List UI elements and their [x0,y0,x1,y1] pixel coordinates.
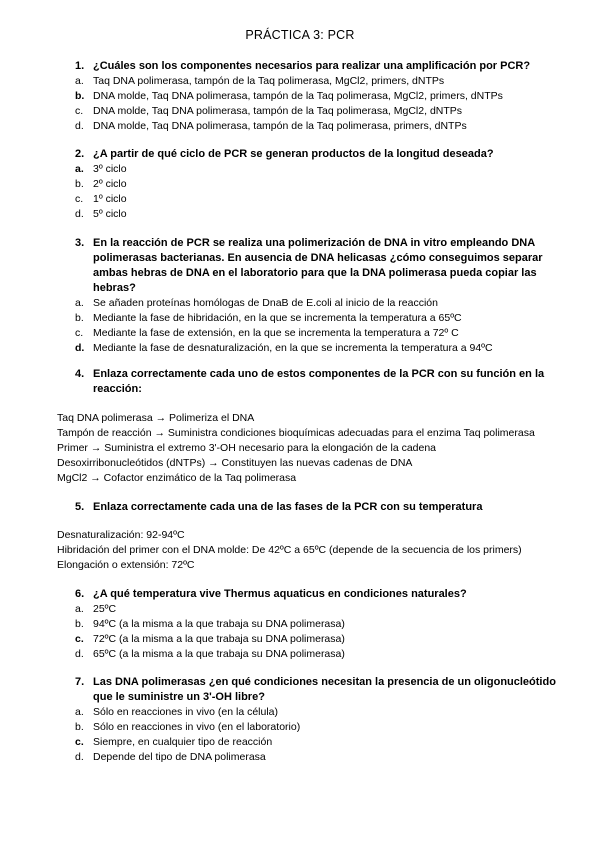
question-heading [57,59,557,74]
q4-answer-1: Taq DNA polimerasa → Polimeriza el DNA [57,412,255,424]
option-a [57,162,557,177]
option-b [57,89,557,104]
option-text: Sólo en reacciones in vivo (en el laboratorio) [93,721,301,733]
option-text: 65ºC (a la misma a la que trabaja su DNA polimerasa) [93,648,345,660]
question-text: En la reacción de PCR se realiza una polimerización de DNA in vitro empleando DNA polimerasas bacterianas. En ausencia de DNA helicasas ¿cómo conseguimos separar ambas hebras de DNA en el laboratorio para que la DNA polimerasa pueda copiar las hebras? [93,237,543,294]
option-d [57,341,557,356]
question-7 [57,675,557,765]
option-a [57,74,557,89]
option-b [57,177,557,192]
option-b [57,617,557,632]
option-text: Taq DNA polimerasa, tampón de la Taq polimerasa, MgCl2, primers, dNTPs [93,75,445,87]
question-number: 2. [75,148,85,160]
option-c [57,632,557,647]
q4-answer-3: Primer → Suministra el extremo 3'-OH necesario para la elongación de la cadena [57,442,437,454]
option-d [57,207,557,222]
option-letter: d. [75,208,84,220]
option-letter: b. [75,90,85,102]
option-letter: c. [75,633,84,645]
question-number: 1. [75,60,85,72]
question-number: 4. [75,368,85,380]
option-a [57,602,557,617]
option-d [57,647,557,662]
option-text: 1º ciclo [93,193,127,205]
option-letter: b. [75,618,84,630]
q5-answer-1: Desnaturalización: 92-94ºC [57,529,185,541]
option-letter: d. [75,120,84,132]
option-letter: a. [75,163,84,175]
option-letter: a. [75,75,84,87]
option-letter: a. [75,706,84,718]
question-heading [57,236,557,296]
q5-answer-2: Hibridación del primer con el DNA molde: De 42ºC a 65ºC (depende de la secuencia de los primers) [57,544,522,556]
option-letter: b. [75,721,84,733]
question-4 [57,367,557,397]
option-a [57,705,557,720]
option-c [57,735,557,750]
question-6 [57,587,557,662]
option-text: Siempre, en cualquier tipo de reacción [93,736,273,748]
option-b [57,311,557,326]
option-text: 5º ciclo [93,208,127,220]
option-letter: d. [75,648,84,660]
question-number: 3. [75,237,85,249]
option-b [57,720,557,735]
question-number: 5. [75,501,85,513]
option-text: DNA molde, Taq DNA polimerasa, tampón de la Taq polimerasa, MgCl2, primers, dNTPs [93,90,503,102]
option-a [57,296,557,311]
question-1 [57,59,557,134]
option-d [57,750,557,765]
question-3 [57,236,557,356]
option-letter: d. [75,342,85,354]
option-text: DNA molde, Taq DNA polimerasa, tampón de la Taq polimerasa, primers, dNTPs [93,120,467,132]
option-text: DNA molde, Taq DNA polimerasa, tampón de la Taq polimerasa, MgCl2, dNTPs [93,105,463,117]
q5-answer-3: Elongación o extensión: 72ºC [57,559,195,571]
option-text: 94ºC (a la misma a la que trabaja su DNA polimerasa) [93,618,345,630]
option-letter: d. [75,751,84,763]
option-text: 72ºC (a la misma a la que trabaja su DNA polimerasa) [93,633,345,645]
question-text: Enlaza correctamente cada uno de estos componentes de la PCR con su función en la reacción: [93,368,545,395]
q4-answer-5: MgCl2 → Cofactor enzimático de la Taq polimerasa [57,472,297,484]
option-text: Se añaden proteínas homólogas de DnaB de E.coli al inicio de la reacción [93,297,438,309]
option-letter: c. [75,105,84,117]
option-c [57,104,557,119]
option-text: Mediante la fase de extensión, en la que se incrementa la temperatura a 72º C [93,327,459,339]
option-letter: a. [75,297,84,309]
option-c [57,326,557,341]
question-text: ¿A partir de qué ciclo de PCR se generan productos de la longitud deseada? [93,148,494,160]
option-text: Depende del tipo de DNA polimerasa [93,751,266,763]
question-number: 7. [75,676,85,688]
question-text: Enlaza correctamente cada una de las fases de la PCR con su temperatura [93,501,483,513]
option-d [57,119,557,134]
question-5 [57,500,557,515]
question-heading [57,367,557,397]
question-heading [57,147,557,162]
q4-answer-2: Tampón de reacción → Suministra condiciones bioquímicas adecuadas para el enzima Taq polimerasa [57,427,535,439]
question-2 [57,147,557,222]
option-text: Mediante la fase de desnaturalización, en la que se incrementa la temperatura a 94ºC [93,342,493,354]
option-letter: c. [75,736,84,748]
option-c [57,192,557,207]
q4-answer-4: Desoxirribonucleótidos (dNTPs) → Constituyen las nuevas cadenas de DNA [57,457,413,469]
question-text: Las DNA polimerasas ¿en qué condiciones necesitan la presencia de un oligonucleótido que le suministre un 3'-OH libre? [93,676,556,703]
option-letter: b. [75,178,84,190]
question-text: ¿A qué temperatura vive Thermus aquaticus en condiciones naturales? [93,588,467,600]
page-title: PRÁCTICA 3: PCR [245,28,355,42]
question-heading [57,500,557,515]
question-heading [57,675,557,705]
option-letter: b. [75,312,84,324]
option-letter: a. [75,603,84,615]
option-letter: c. [75,327,84,339]
option-text: 25ºC [93,603,117,615]
question-number: 6. [75,588,85,600]
option-text: Sólo en reacciones in vivo (en la célula) [93,706,279,718]
option-text: Mediante la fase de hibridación, en la que se incrementa la temperatura a 65ºC [93,312,462,324]
option-letter: c. [75,193,84,205]
option-text: 2º ciclo [93,178,127,190]
question-heading [57,587,557,602]
question-text: ¿Cuáles son los componentes necesarios para realizar una amplificación por PCR? [93,60,531,72]
option-text: 3º ciclo [93,163,127,175]
